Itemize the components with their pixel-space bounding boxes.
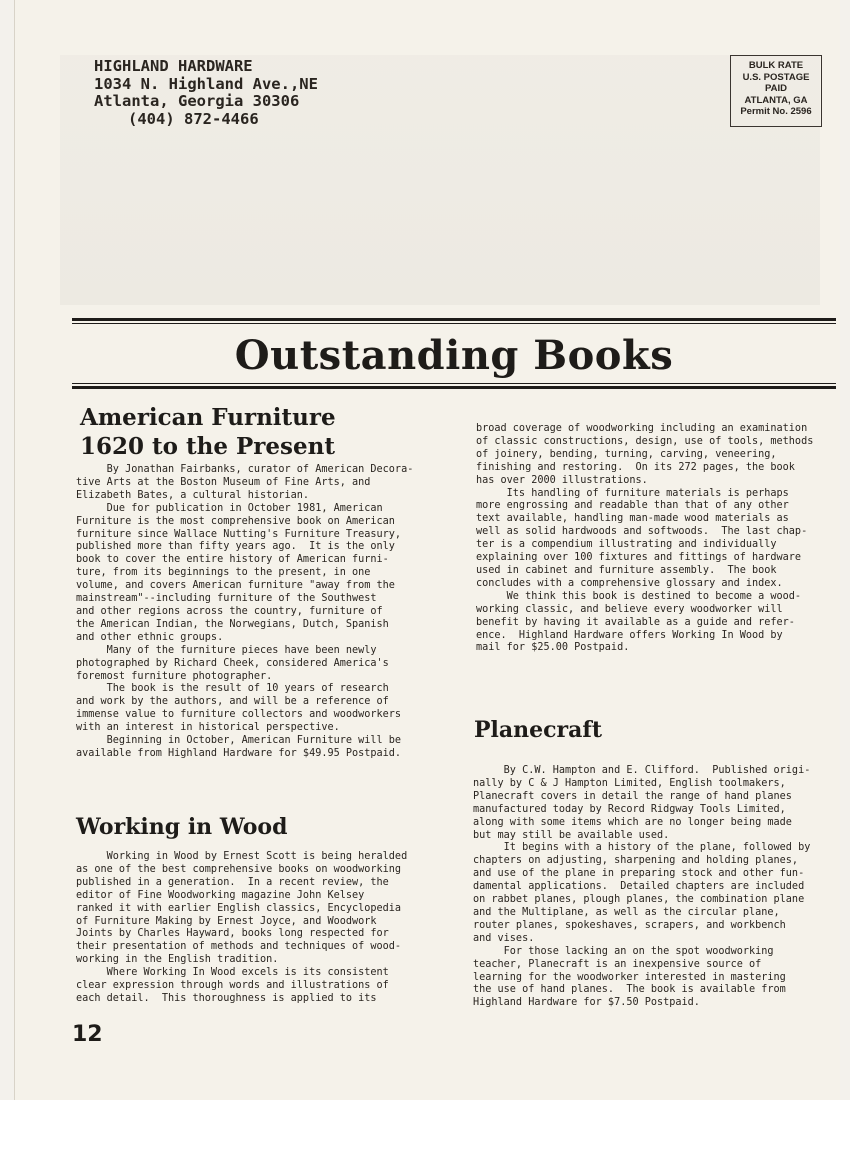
text-line: used in cabinet and furniture assembly. The book: [476, 564, 777, 576]
text-line: working classic, and believe every woodworker will: [476, 603, 783, 615]
text-line: benefit by having it available as a guide and refer-: [476, 616, 795, 628]
text-line: and other regions across the country, furniture of: [76, 605, 383, 617]
article-heading-american-furniture: [80, 403, 336, 461]
text-line: Joints by Charles Hayward, books long respected for: [76, 928, 389, 940]
text-line: manufactured today by Record Ridgway Tools Limited,: [473, 803, 786, 815]
article-body-american-furniture: [76, 464, 413, 761]
text-line: has over 2000 illustrations.: [476, 474, 648, 486]
text-line: volume, and covers American furniture "away from the: [76, 580, 395, 592]
text-line: along with some items which are no longer being made: [473, 816, 792, 828]
text-line: published more than fifty years ago. It is the only: [76, 541, 395, 553]
text-line: editor of Fine Woodworking magazine John Kelsey: [76, 889, 365, 901]
text-line: Due for publication in October 1981, American: [76, 502, 383, 514]
text-line: We think this book is destined to become a wood-: [476, 590, 802, 602]
address-company: HIGHLAND HARDWARE: [94, 57, 253, 75]
text-line: By Jonathan Fairbanks, curator of American Decora-: [76, 464, 414, 475]
article-body-planecraft: [473, 765, 810, 1010]
postage-line: U.S. POSTAGE: [742, 71, 810, 83]
address-city: Atlanta, Georgia 30306: [94, 92, 300, 110]
text-line: the use of hand planes. The book is available from: [473, 984, 786, 996]
postage-line: ATLANTA, GA: [744, 94, 808, 106]
page-title: Outstanding Books: [234, 332, 674, 379]
postage-indicia: [730, 55, 822, 127]
text-line: The book is the result of 10 years of research: [76, 683, 389, 695]
text-line: concludes with a comprehensive glossary and index.: [476, 577, 783, 589]
postage-line: Permit No. 2596: [740, 106, 812, 117]
article-heading-working-in-wood: Working in Wood: [76, 814, 288, 840]
text-line: of classic constructions, design, use of tools, methods: [476, 435, 814, 447]
text-line: available from Highland Hardware for $49.95 Postpaid.: [76, 747, 402, 759]
text-line: with an interest in historical perspective.: [76, 722, 340, 734]
text-line: Planecraft covers in detail the range of hand planes: [473, 790, 792, 802]
text-line: furniture since Wallace Nutting's Furniture Treasury,: [76, 528, 402, 540]
text-line: well as solid hardwoods and softwoods. The last chap-: [476, 526, 808, 538]
title-rule-top-thin: [72, 323, 836, 324]
text-line: book to cover the entire history of American furni-: [76, 554, 389, 566]
text-line: of Furniture Making by Ernest Joyce, and Woodwork: [76, 915, 377, 927]
text-line: chapters on adjusting, sharpening and holding planes,: [473, 855, 799, 867]
return-address: [94, 58, 318, 128]
text-line: Furniture is the most comprehensive book on American: [76, 515, 395, 527]
text-line: their presentation of methods and techniques of wood-: [76, 941, 402, 953]
text-line: nally by C & J Hampton Limited, English toolmakers,: [473, 777, 786, 789]
text-line: and the Multiplane, as well as the circular plane,: [473, 906, 780, 918]
text-line: foremost furniture photographer.: [76, 670, 273, 682]
heading-line: 1620 to the Present: [80, 433, 335, 460]
text-line: photographed by Richard Cheek, considered America's: [76, 657, 389, 669]
text-line: ter is a compendium illustrating and individually: [476, 539, 777, 551]
text-line: It begins with a history of the plane, followed by: [473, 842, 811, 854]
article-body-working-in-wood: [76, 851, 407, 1006]
text-line: Its handling of furniture materials is perhaps: [476, 487, 789, 499]
page-margin-bottom: [0, 1100, 850, 1169]
postage-line: PAID: [765, 83, 787, 94]
title-rule-bottom: [72, 386, 836, 389]
article-heading-planecraft: Planecraft: [474, 717, 603, 743]
text-line: working in the English tradition.: [76, 954, 279, 966]
postage-line: BULK RATE: [748, 60, 804, 71]
text-line: Beginning in October, American Furniture will be: [76, 735, 402, 747]
text-line: explaining over 100 fixtures and fittings of hardware: [476, 552, 802, 564]
text-line: more engrossing and readable than that of any other: [476, 500, 789, 512]
text-line: For those lacking an on the spot woodworking: [473, 945, 774, 957]
text-line: text available, handling man-made wood materials as: [476, 513, 789, 525]
text-line: router planes, spokeshaves, scrapers, and workbench: [473, 919, 786, 931]
text-line: and work by the authors, and will be a reference of: [76, 696, 389, 708]
text-line: ence. Highland Hardware offers Working In Wood by: [476, 629, 783, 641]
text-line: By C.W. Hampton and E. Clifford. Published origi-: [473, 765, 811, 776]
title-rule-top: [72, 318, 836, 321]
text-line: Working in Wood by Ernest Scott is being heralded: [76, 851, 408, 862]
title-rule-bottom-thin: [72, 383, 836, 384]
text-line: ranked it with earlier English classics, Encyclopedia: [76, 902, 402, 914]
text-line: and vises.: [473, 932, 535, 944]
text-line: immense value to furniture collectors and woodworkers: [76, 709, 402, 721]
text-line: published in a generation. In a recent review, the: [76, 876, 389, 888]
text-line: each detail. This thoroughness is applied to its: [76, 992, 377, 1004]
address-phone: (404) 872-4466: [128, 109, 259, 128]
text-line: Where Working In Wood excels is its consistent: [76, 967, 389, 979]
text-line: mainstream"--including furniture of the Southwest: [76, 593, 377, 605]
text-line: ture, from its beginnings to the present, in one: [76, 567, 371, 579]
text-line: damental applications. Detailed chapters are included: [473, 881, 805, 893]
text-line: Elizabeth Bates, a cultural historian.: [76, 489, 310, 501]
text-line: teacher, Planecraft is an inexpensive source of: [473, 958, 762, 970]
text-line: tive Arts at the Boston Museum of Fine Arts, and: [76, 476, 371, 488]
text-line: and use of the plane in preparing stock and other fun-: [473, 868, 805, 880]
text-line: but may still be available used.: [473, 829, 670, 841]
page-number: 12: [72, 1022, 103, 1047]
text-line: clear expression through words and illustrations of: [76, 980, 389, 992]
text-line: Highland Hardware for $7.50 Postpaid.: [473, 997, 700, 1009]
text-line: and other ethnic groups.: [76, 631, 224, 643]
text-line: finishing and restoring. On its 272 pages, the book: [476, 461, 795, 473]
heading-line: American Furniture: [80, 404, 336, 431]
text-line: on rabbet planes, plough planes, the combination plane: [473, 894, 805, 906]
text-line: the American Indian, the Norwegians, Dutch, Spanish: [76, 618, 389, 630]
text-line: broad coverage of woodworking including an examination: [476, 423, 808, 434]
text-line: learning for the woodworker interested in mastering: [473, 971, 786, 983]
address-street: 1034 N. Highland Ave.,NE: [94, 74, 318, 93]
text-line: Many of the furniture pieces have been newly: [76, 644, 377, 656]
text-line: as one of the best comprehensive books on woodworking: [76, 863, 402, 875]
article-body-working-in-wood-continued: [476, 423, 813, 655]
text-line: mail for $25.00 Postpaid.: [476, 642, 630, 654]
text-line: of joinery, bending, turning, carving, veneering,: [476, 448, 777, 460]
